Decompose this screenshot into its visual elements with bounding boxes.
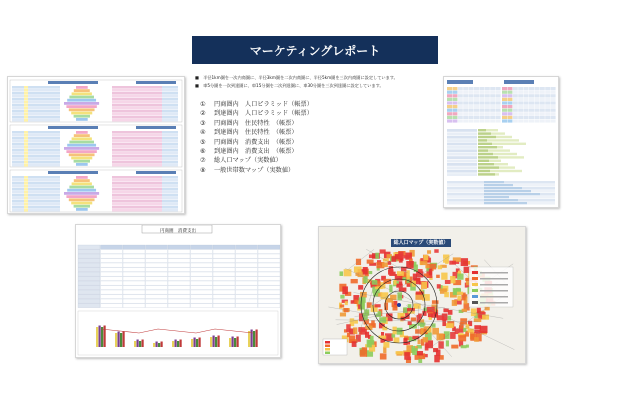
note-drive-areas: ■ 車5分圏を一次到達圏に、車15分圏を二次到達圏に、車30分圏を三次到達圏に設定しています。 bbox=[195, 83, 384, 88]
report-item-list bbox=[200, 100, 313, 175]
list-item: ⑦ 総人口マップ（実数値） bbox=[200, 157, 282, 165]
report-title: マーケティングレポート bbox=[192, 36, 438, 64]
list-item: ⑥ 到達圏内 消費支出 （帳票） bbox=[200, 148, 298, 156]
list-item: ⑤ 円商圏内 消費支出 （帳票） bbox=[200, 138, 298, 146]
list-item: ② 到達圏内 人口ピラミッド（帳票） bbox=[200, 110, 313, 118]
report-notes bbox=[195, 74, 398, 90]
list-item: ③ 円商圏内 住民特性 （帳票） bbox=[200, 119, 298, 127]
list-item: ① 円商圏内 人口ピラミッド（帳票） bbox=[200, 101, 313, 108]
population-pyramid-thumbnail bbox=[7, 76, 185, 214]
consumption-spending-thumbnail bbox=[75, 224, 281, 358]
list-item: ④ 到達圏内 住民特性 （帳票） bbox=[200, 129, 298, 137]
resident-characteristics-thumbnail bbox=[443, 76, 559, 208]
population-map-thumbnail bbox=[318, 226, 526, 364]
note-circle-areas: ■ 半径1km圏を一次内商圏に、半径3km圏を二次内商圏に、半径5km圏を三次内商圏に設定しています。 bbox=[195, 75, 398, 80]
list-item: ⑧ 一般世帯数マップ（実数値） bbox=[200, 166, 295, 174]
map-thumbnail-title: 総人口マップ（実数値） bbox=[391, 239, 451, 247]
consumption-thumbnail-title: 円商圏 消費支出 bbox=[160, 229, 196, 234]
